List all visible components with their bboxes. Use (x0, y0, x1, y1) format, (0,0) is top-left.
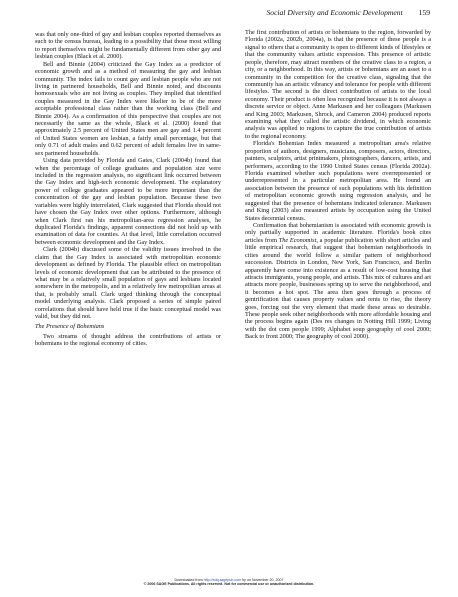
section-heading: The Presence of Bohemians (35, 323, 105, 331)
paragraph: was that only one-third of gay and lesbian couples reported themselves as such to the census bureau, leading to a possibility that those most willing to report themselves might be fundamentally different from other gay and lesbian couples (Black et al. 2000). (35, 31, 221, 61)
running-title: Social Diversity and Economic Development (266, 8, 403, 17)
paragraph: Florida's Bohemian Index measured a metropolitan area's relative proportion of authors, designers, musicians, composers, actors, directors, painters, sculptors, artist printmakers, photographers, dancers, artists, and performers, according to the 1990 United States census (Florida 2002a). Florida examined whether such populations were overrepresented or underrepresented in a particular metropolitan area. He found an association between the presence of such populations with his definition of metropolitan economic growth using regression analysis, and he suggested that the presence of bohemians indicated tolerance. Markusen and King (2003) also measured artists by occupation using the United States decennial census. (245, 140, 431, 222)
paragraph: Two streams of thought address the contributions of artists or bohemians to the regional economy of cities. (35, 332, 221, 348)
paragraph (245, 222, 431, 341)
paragraph: The first contribution of artists or bohemians to the region, forwarded by Florida (2002a, 2002b, 2004a), is that the presence of these people is a signal to others that a community is open to different kinds of lifestyles or that the community values artistic expression. This presence of artistic people, therefore, may attract members of the creative class to a region, a city, or a neighborhood. In this way, artists or bohemians are an asset to a community in the competition for the creative class, signaling that the community has an artistic vibrancy and tolerance for people with different lifestyles. The second is the direct contribution of artists to the local economy. Their product is often less recognized because it is not always a discrete service or object. Anne Markusen and her colleagues (Markusen and King 2003; Markusen, Shrock, and Cameron 2004) produced reports examining what they called the artistic dividend, in which economic analysis was applied to regions to capture the true contribution of artists to the regional economy. (245, 29, 431, 140)
page-number: 159 (418, 8, 430, 17)
download-footer (0, 578, 458, 587)
paragraph-text: Confirmation that bohemianism is associated with economic growth is only partially supported in academic literature. Florida's book cites articles from (245, 221, 431, 244)
paragraph: Using data provided by Florida and Gates, Clark (2004b) found that when the percentage of college graduates and population size were included in the regression analysis, no significant link occurred between the Gay Index and high-tech economic development. The explanatory power of college graduates appeared to be more important than the concentration of the gay and lesbian population. Because these two variables were highly interrelated, Clark suggested that Florida should not have chosen the Gay Index over other options. Furthermore, although when Clark first ran his metropolitan-area regression analyses, he duplicated Florida's findings, apparent connections did not hold up with examination of data for counties. At that level, little correlation occurred between economic development and the Gay Index. (35, 157, 221, 246)
download-suffix: by on November 20, 2007 (241, 578, 284, 582)
publication-title: The Economist (278, 236, 317, 244)
paragraph: Clark (2004b) discussed some of the validity issues involved in the claim that the Gay Index is associated with metropolitan economic development as defined by Florida. The plausible effect on metropolitan levels of economic development that can be attributed to the presence of what may be a relatively small population of gays and lesbians located somewhere in the metropolis, and in a relatively few metropolitan areas at that, is probably small. Clark urged thinking through the conceptual model underlying analysis. Clark proposed a series of simple paired correlations that should have held true if the basic conceptual model was valid, but they did not. (35, 246, 221, 321)
right-column (245, 29, 431, 341)
copyright-notice: © 2006 SAGE Publications. All rights reserved. Not for commercial use or unauthorized distribution. (143, 582, 315, 587)
download-prefix: Downloaded from (174, 578, 204, 582)
left-column (35, 31, 221, 348)
running-header (0, 8, 430, 17)
paragraph: Bell and Binnie (2004) criticized the Gay Index as a predictor of economic growth and as a method of measuring the gay and lesbian community. The index fails to count gay and lesbian people who are not living in partnered households, Bell and Binnie noted, and discounts homosexuals who are not living as couples. They implied that identified couples measured in the Gay Index were likelier to be of the more acceptable professional class rather than the working class (Bell and Binnie 2004). As a confirmation of this perspective that couples are not necessarily the same as the whole, Black et al. (2000) found that approximately 2.5 percent of United States men are gay and 1.4 percent of United States women are lesbian, a fairly small percentage, but that only 0.71 of adult males and 0.62 percent of adult females live in same-sex partnered households. (35, 60, 221, 157)
paragraph-text: , a popular publication with short articles and little empirical research, that suggest that bohemian neighborhoods in cities around the world follow a similar pattern of neighborhood succession. Districts in London, New York, San Francisco, and Berlin apparently have come into existence as a result of low-cost housing that attracts immigrants, young people, and artists. This mix of cultures and art attracts more people, businesses spring up to serve the neighborhood, and it becomes a hot spot. The area then goes through a process of gentrification that causes property values and rents to rise, the theory goes, forcing out the very element that made these areas so desirable. These people seek other neighborhoods with more affordable housing and the process begins again (Des res changes in Notting Hill 1999; Living with the dot com people 1999; Alphabet soup geography of cool 2000; Back to front 2000; The geography of cool 2000). (245, 236, 431, 341)
source-link[interactable]: http://edq.sagepub.com (203, 578, 242, 582)
